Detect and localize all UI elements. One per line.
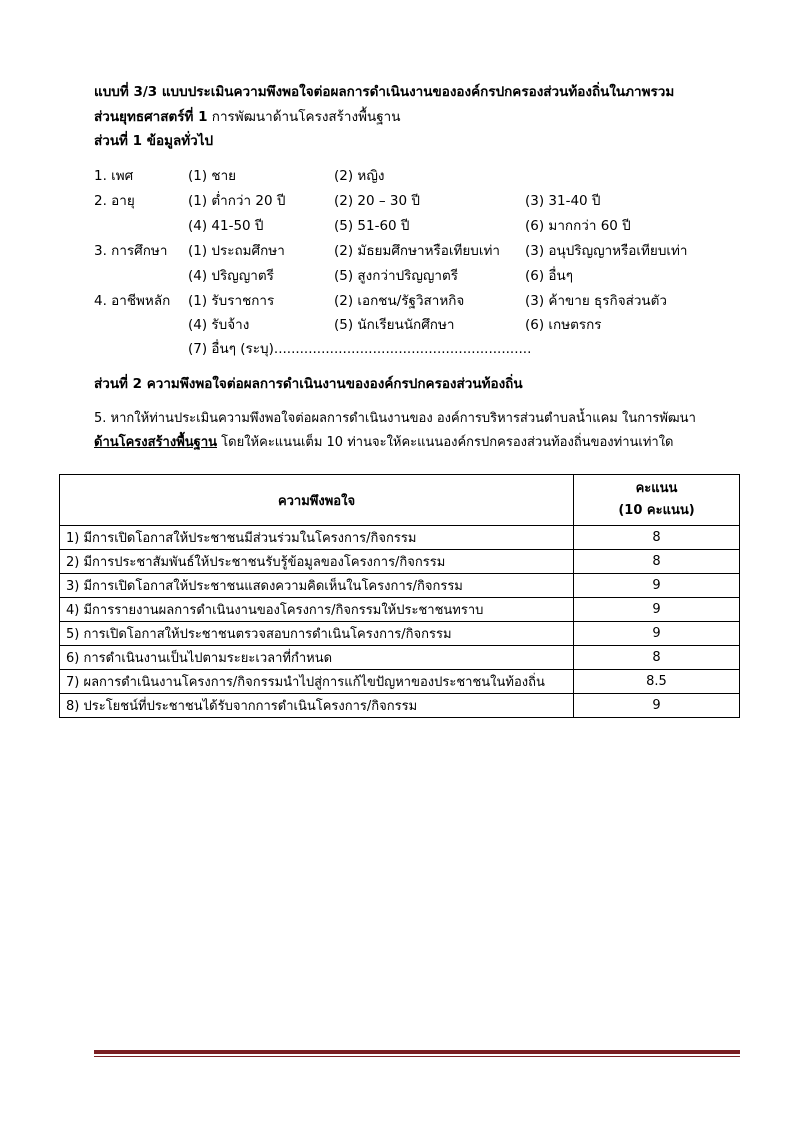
score-cell: 8 [574,526,740,550]
table-row [60,526,740,550]
score-cell: 9 [574,622,740,646]
satisfaction-table [59,474,740,718]
age-option: (4) 41-50 ปี [188,218,264,234]
criteria-cell: 2) มีการประชาสัมพันธ์ให้ประชาชนรับรู้ข้อมูลของโครงการ/กิจกรรม [60,550,574,574]
occupation-option: (3) ค้าขาย ธุรกิจส่วนตัว [525,293,668,309]
education-option: (1) ประถมศึกษา [188,243,285,259]
occupation-label: 4. อาชีพหลัก [94,293,171,309]
criteria-cell: 7) ผลการดำเนินงานโครงการ/กิจกรรมนำไปสู่การแก้ไขปัญหาของประชาชนในท้องถิ่น [60,670,574,694]
education-option: (5) สูงกว่าปริญญาตรี [334,268,459,284]
occupation-option-other: (7) อื่นๆ (ระบุ)............................................................ [188,341,532,357]
criteria-cell: 3) มีการเปิดโอกาสให้ประชาชนแสดงความคิดเห็นในโครงการ/กิจกรรม [60,574,574,598]
gender-option: (2) หญิง [334,168,385,184]
criteria-header: ความพึงพอใจ [60,475,574,526]
score-header-line: คะแนน [635,481,678,496]
occupation-option: (4) รับจ้าง [188,317,250,333]
score-cell: 9 [574,598,740,622]
strategy-label: ส่วนยุทธศาสตร์ที่ 1 [94,109,208,125]
score-cell: 8.5 [574,670,740,694]
age-option: (1) ต่ำกว่า 20 ปี [188,193,286,209]
gender-label: 1. เพศ [94,168,134,184]
age-option: (5) 51-60 ปี [334,218,410,234]
question-emphasis: ด้านโครงสร้างพื้นฐาน [94,435,218,450]
age-option: (2) 20 – 30 ปี [334,193,420,209]
age-label: 2. อายุ [94,193,135,209]
gender-option: (1) ชาย [188,168,237,184]
table-row [60,598,740,622]
occupation-option: (6) เกษตรกร [525,317,602,333]
table-header-row [60,475,740,526]
education-option: (3) อนุปริญญาหรือเทียบเท่า [525,243,688,259]
criteria-cell: 1) มีการเปิดโอกาสให้ประชาชนมีส่วนร่วมในโครงการ/กิจกรรม [60,526,574,550]
education-option: (6) อื่นๆ [525,268,574,284]
criteria-cell: 5) การเปิดโอกาสให้ประชาชนตรวจสอบการดำเนินโครงการ/กิจกรรม [60,622,574,646]
table-row [60,670,740,694]
score-cell: 8 [574,646,740,670]
question-line [94,431,674,452]
occupation-option: (1) รับราชการ [188,293,275,309]
education-option: (4) ปริญญาตรี [188,268,274,284]
criteria-cell: 4) มีการรายงานผลการดำเนินงานของโครงการ/กิจกรรมให้ประชาชนทราบ [60,598,574,622]
table-row [60,694,740,718]
table-row [60,550,740,574]
part1-title: ส่วนที่ 1 ข้อมูลทั่วไป [94,133,214,149]
score-cell: 8 [574,550,740,574]
question-text: โดยให้คะแนนเต็ม 10 ท่านจะให้คะแนนองค์กรปกครองส่วนท้องถิ่นของท่านเท่าใด [217,435,674,450]
education-option: (2) มัธยมศึกษาหรือเทียบเท่า [334,243,500,259]
strategy-line [94,105,400,127]
age-option: (3) 31-40 ปี [525,193,601,209]
table-row [60,646,740,670]
part2-title: ส่วนที่ 2 ความพึงพอใจต่อผลการดำเนินงานขององค์กรปกครองส่วนท้องถิ่น [94,376,523,392]
score-header [574,475,740,526]
table-row [60,622,740,646]
age-option: (6) มากกว่า 60 ปี [525,218,631,234]
strategy-name: การพัฒนาด้านโครงสร้างพื้นฐาน [211,109,401,125]
education-label: 3. การศึกษา [94,243,168,259]
score-header-line: (10 คะแนน) [618,503,695,518]
occupation-option: (5) นักเรียนนักศึกษา [334,317,455,333]
footer-rule [94,1050,740,1054]
score-cell: 9 [574,574,740,598]
form-title: แบบที่ 3/3 แบบประเมินความพึงพอใจต่อผลการดำเนินงานขององค์กรปกครองส่วนท้องถิ่นในภาพรวม [94,84,675,100]
table-row [60,574,740,598]
criteria-cell: 6) การดำเนินงานเป็นไปตามระยะเวลาที่กำหนด [60,646,574,670]
question-line: 5. หากให้ท่านประเมินความพึงพอใจต่อผลการดำเนินงานของ องค์การบริหารส่วนตำบลน้ำแคม ในการพัฒนา [94,411,696,426]
occupation-option: (2) เอกชน/รัฐวิสาหกิจ [334,293,465,309]
criteria-cell: 8) ประโยชน์ที่ประชาชนได้รับจากการดำเนินโครงการ/กิจกรรม [60,694,574,718]
score-cell: 9 [574,694,740,718]
footer-rule [94,1056,740,1057]
